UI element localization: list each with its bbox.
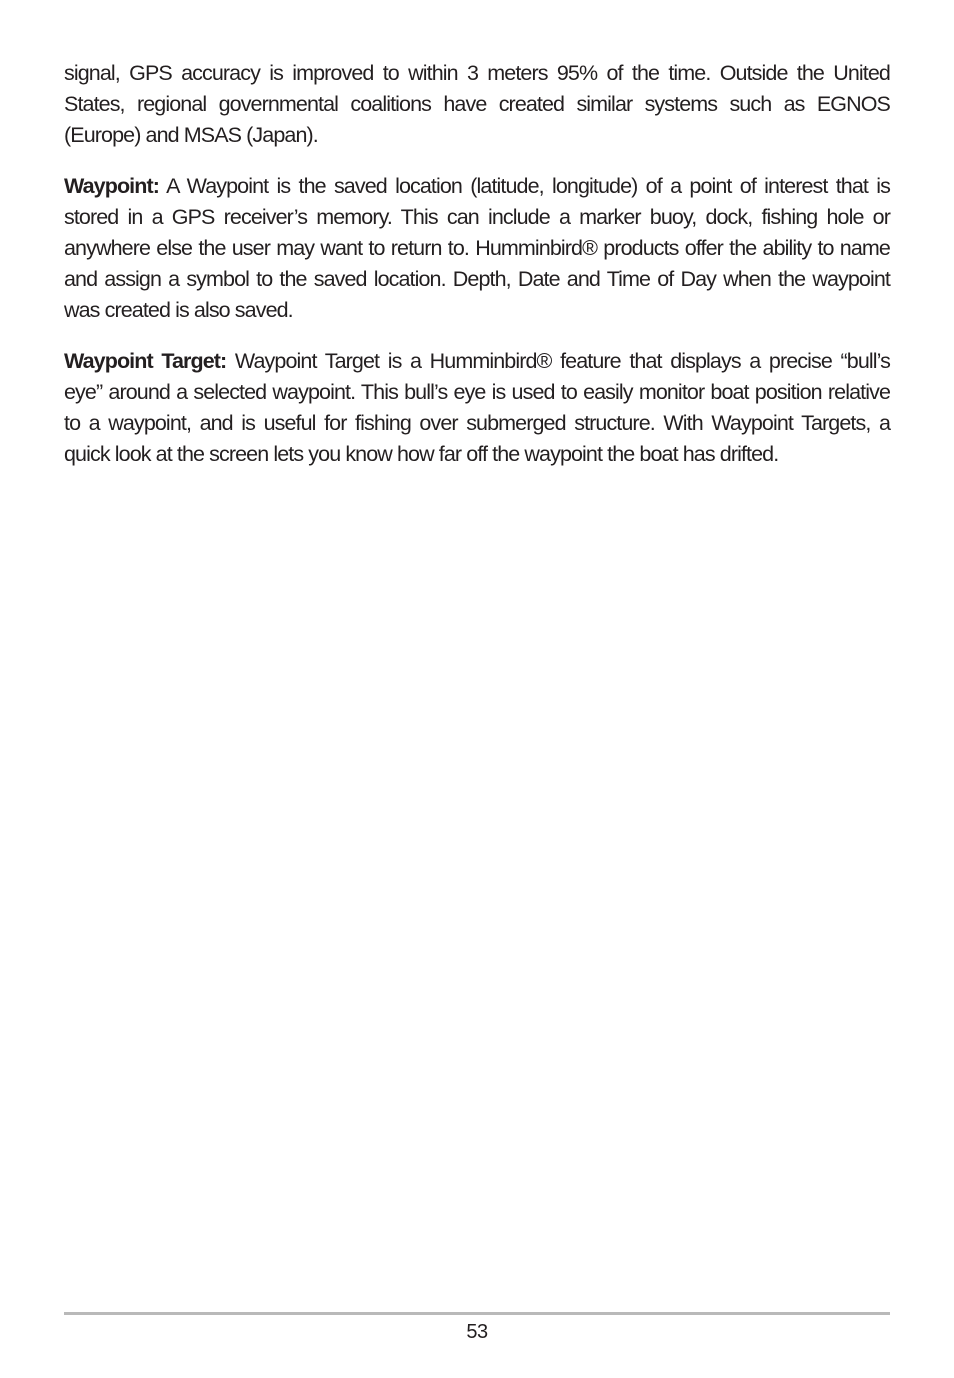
page-body xyxy=(64,58,890,490)
footer-divider xyxy=(64,1312,890,1315)
paragraph-waypoint xyxy=(64,171,890,326)
paragraph-text: signal, GPS accuracy is improved to within 3 meters 95% of the time. Outside the United States, regional governmental coalitions have created similar systems such as EGNOS (Europe) and MSAS (Japan). xyxy=(64,61,890,147)
term-waypoint-target: Waypoint Target: xyxy=(64,349,227,373)
page-number: 53 xyxy=(466,1321,488,1343)
paragraph-waypoint-target xyxy=(64,346,890,470)
paragraph-gps-accuracy xyxy=(64,58,890,151)
paragraph-text: A Waypoint is the saved location (latitude, longitude) of a point of interest that is stored in a GPS receiver’s memory. This can include a marker buoy, dock, fishing hole or anywhere else the user may want to return to. Humminbird® products offer the ability to name and assign a symbol to the saved location. Depth, Date and Time of Day when the waypoint was created is also saved. xyxy=(64,174,890,322)
paragraph-text: Waypoint Target is a Humminbird® feature that displays a precise “bull’s eye” around a selected waypoint. This bull’s eye is used to easily monitor boat position relative to a waypoint, and is useful for fishing over submerged structure. With Waypoint Targets, a quick look at the screen lets you know how far off the waypoint the boat has drifted. xyxy=(64,349,890,466)
term-waypoint: Waypoint: xyxy=(64,174,160,198)
